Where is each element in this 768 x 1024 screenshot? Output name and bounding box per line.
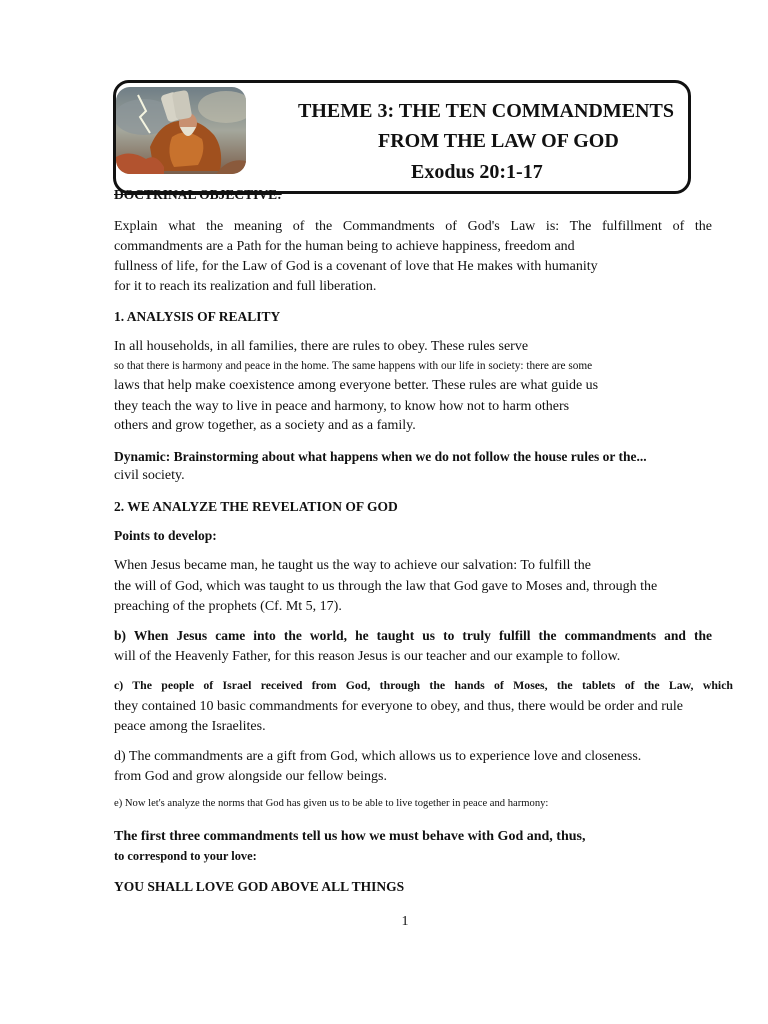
paragraph-line: laws that help make coexistence among everyone better. These rules are what guide us (114, 378, 599, 393)
paragraph-line: others and grow together, as a society and as a family. (114, 418, 416, 433)
dynamic-continuation: civil society. (114, 468, 185, 483)
section-heading: 2. WE ANALYZE THE REVELATION OF GOD (114, 499, 398, 514)
first-three-commandments-continuation: to correspond to your love: (114, 849, 257, 863)
point-d-continuation: from God and grow alongside our fellow beings. (114, 769, 387, 784)
page-number: 1 (401, 914, 409, 929)
objective-line: Explain what the meaning of the Commandments of God's Law is: The fulfillment of the (114, 219, 712, 234)
paragraph-line: so that there is harmony and peace in the home. The same happens with our life in society: there are some (114, 360, 593, 372)
theme-title: THEME 3: THE TEN COMMANDMENTS (298, 100, 674, 122)
points-heading: Points to develop: (114, 528, 217, 543)
objective-heading: DOCTRINAL OBJECTIVE: (114, 187, 282, 202)
theme-subtitle: FROM THE LAW OF GOD (378, 130, 619, 152)
paragraph-line: When Jesus became man, he taught us the way to achieve our salvation: To fulfill the (114, 558, 591, 573)
moses-illustration (116, 87, 246, 174)
paragraph-line: preaching of the prophets (Cf. Mt 5, 17). (114, 599, 342, 614)
objective-line: fullness of life, for the Law of God is a covenant of love that He makes with humanity (114, 259, 598, 274)
paragraph-line: In all households, in all families, there are rules to obey. These rules serve (114, 339, 529, 354)
point-b: b) When Jesus came into the world, he taught us to truly fulfill the commandments and the (114, 628, 712, 643)
objective-line: for it to reach its realization and full liberation. (114, 279, 377, 294)
objective-line: commandments are a Path for the human being to achieve happiness, freedom and (114, 239, 575, 254)
point-c: c) The people of Israel received from God, through the hands of Moses, the tablets of the Law, which (114, 678, 733, 692)
dynamic-text: Dynamic: Brainstorming about what happens when we do not follow the house rules or the... (114, 449, 647, 464)
section-heading: 1. ANALYSIS OF REALITY (114, 309, 281, 324)
scripture-reference: Exodus 20:1-17 (411, 161, 543, 183)
point-e: e) Now let's analyze the norms that God has given us to be able to live together in peace and harmony: (114, 798, 549, 809)
love-god-heading: YOU SHALL LOVE GOD ABOVE ALL THINGS (114, 879, 405, 894)
point-d: d) The commandments are a gift from God, which allows us to experience love and closeness. (114, 749, 642, 764)
first-three-commandments: The first three commandments tell us how we must behave with God and, thus, (114, 829, 586, 844)
paragraph-line: the will of God, which was taught to us through the law that God gave to Moses and, through the (114, 579, 658, 594)
point-c-continuation: peace among the Israelites. (114, 719, 266, 734)
point-c-continuation: they contained 10 basic commandments for everyone to obey, and thus, there would be order and rule (114, 699, 684, 714)
point-b-continuation: will of the Heavenly Father, for this reason Jesus is our teacher and our example to follow. (114, 649, 621, 664)
paragraph-line: they teach the way to live in peace and harmony, to know how not to harm others (114, 399, 570, 414)
